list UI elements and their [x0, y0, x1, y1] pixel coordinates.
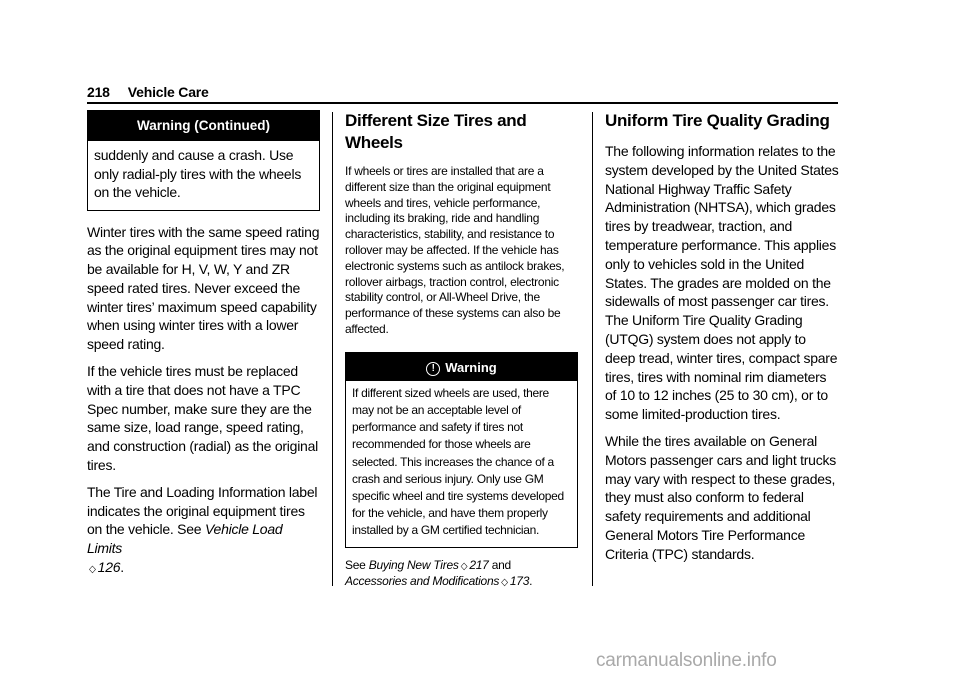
paragraph-winter-tires: Winter tires with the same speed rating as the original equipment tires may not be available for H, V, W, Y and ZR speed rated tires. Never exceed the winter tires’ maximum speed capability when using winter tires with a lower speed rating.: [87, 223, 320, 353]
warning-icon: !: [426, 362, 440, 376]
warning-title: Warning: [445, 359, 497, 375]
column-2: [345, 110, 579, 591]
paragraph-different-size: If wheels or tires are installed that are a different size than the original equipment wheels and tires, vehicle performance, including its braking, ride and handling characteristics, stability, and resistance to rollover may be affected. If the vehicle has electronic systems such as antilock brakes, rollover airbags, traction control, electronic stability control, or All-Wheel Drive, the performance of these systems can also be affected.: [345, 164, 565, 336]
column-3: [605, 110, 839, 564]
paragraph-utqg-info: The following information relates to the system developed by the United States National Highway Traffic Safety Administration (NHTSA), which grades tires by treadwear, traction, and temperature performance. This applies only to vehicles sold in the United States. The grades are molded on the sidewalls of most passenger car tires. The Uniform Tire Quality Grading (UTQG) system does not apply to deep tread, winter tires, compact spare tires, tires with nominal rim diameters of 10 to 12 inches (25 to 30 cm), or to some limited-production tires.: [605, 143, 839, 423]
warning-title: Warning (Continued): [88, 111, 319, 141]
column-divider-2: [592, 112, 593, 586]
paragraph-utqg-standards: While the tires available on General Motors passenger cars and light trucks may vary with respect to these grades, they must also conform to federal safety requirements and additional General Motors Tire Performance Criteria (TPC) standards.: [605, 432, 836, 562]
page-ref-icon: ◇: [460, 560, 468, 572]
link-vehicle-load-limits[interactable]: Vehicle Load Limits: [87, 521, 283, 557]
page-header: [87, 84, 209, 100]
link-buying-new-tires[interactable]: Buying New Tires: [368, 557, 459, 572]
page-ref-126[interactable]: 126: [97, 559, 121, 576]
column-1: [87, 110, 320, 580]
warning-text: If different sized wheels are used, there may not be an acceptable level of performance and safety if tires not recommended for those wheels are selected. This increases the chance of a crash and serious injury. Only use GM specific wheel and tire systems developed for the vehicle, and have them properly installed by a GM certified technician.: [352, 385, 564, 538]
heading-different-size: Different Size Tires and Wheels: [345, 111, 527, 152]
page-ref-icon: ◇: [501, 577, 508, 589]
paragraph-replacement: If the vehicle tires must be replaced with a tire that does not have a TPC Spec number, make sure they are the same size, load range, speed rating, and construction (radial) as the original tires.: [87, 363, 318, 474]
section-title: Vehicle Care: [127, 84, 209, 100]
warning-box-continued: [87, 110, 320, 211]
column-divider-1: [332, 112, 333, 586]
heading-utqg: Uniform Tire Quality Grading: [605, 111, 830, 130]
header-rule: [87, 102, 838, 104]
watermark: carmanualsonline.info: [596, 650, 777, 671]
warning-text: suddenly and cause a crash. Use only radial-ply tires with the wheels on the vehicle.: [94, 147, 302, 200]
page-ref-icon: ◇: [89, 564, 96, 576]
warning-box: [345, 352, 578, 548]
page-ref-217[interactable]: 217: [469, 557, 489, 572]
paragraph-loading-label: The Tire and Loading Information label indicates the original equipment tires on the vehicle. See Vehicle Load Limits ◇ 126.: [87, 483, 318, 576]
page-number: 218: [87, 84, 110, 100]
page-ref-173[interactable]: 173: [509, 574, 530, 589]
warning-header: [346, 353, 577, 381]
link-accessories-modifications[interactable]: Accessories and Modifications: [345, 574, 500, 589]
paragraph-see-also: See Buying New Tires ◇ 217 and Accessories and Modifications ◇ 173.: [345, 557, 533, 589]
